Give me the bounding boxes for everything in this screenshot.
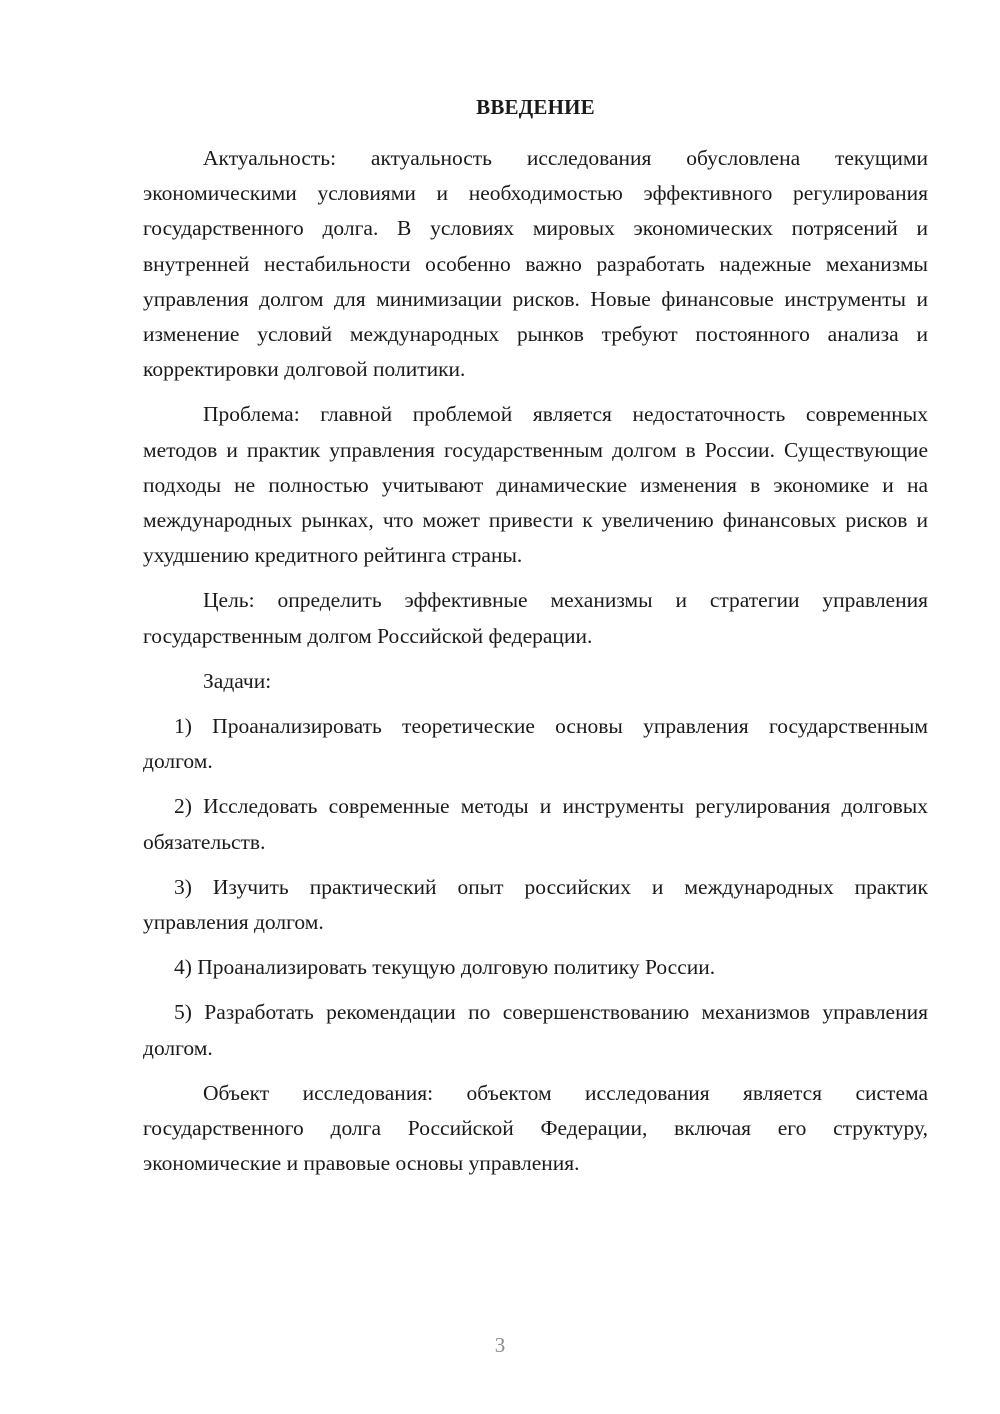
page-number: 3	[494, 1333, 506, 1357]
task-item-2: 2) Исследовать современные методы и инструменты регулирования долговых обязательств.	[143, 794, 928, 854]
task-item-1: 1) Проанализировать теоретические основы управления государственным долгом.	[143, 714, 928, 774]
problem-paragraph: Проблема: главной проблемой является недостаточность современных методов и практик управления государственным долгом в России. Существующие подходы не полностью учитывают динамические изменения в экономике и на международных рынках, что может привести к увеличению финансовых рисков и ухудшению кредитного рейтинга страны.	[143, 402, 928, 568]
goal-paragraph: Цель: определить эффективные механизмы и стратегии управления государственным долгом Российской федерации.	[143, 588, 928, 648]
document-body	[143, 141, 928, 1191]
tasks-label: Задачи:	[203, 668, 272, 693]
section-heading: ВВЕДЕНИЕ	[476, 95, 595, 119]
relevance-paragraph: Актуальность: актуальность исследования обусловлена текущими экономическими условиями и необходимостью эффективного регулирования государственного долга. В условиях мировых экономических потрясений и внутренней нестабильности особенно важно разработать надежные механизмы управления долгом для минимизации рисков. Новые финансовые инструменты и изменение условий международных рынков требуют постоянного анализа и корректировки долговой политики.	[143, 146, 928, 382]
task-item-4: 4) Проанализировать текущую долговую политику России.	[174, 955, 716, 980]
task-item-5: 5) Разработать рекомендации по совершенствованию механизмов управления долгом.	[143, 1000, 928, 1060]
object-paragraph: Объект исследования: объектом исследования является система государственного долга Российской Федерации, включая его структуру, экономические и правовые основы управления.	[143, 1080, 928, 1176]
task-item-3: 3) Изучить практический опыт российских и международных практик управления долгом.	[143, 874, 928, 935]
